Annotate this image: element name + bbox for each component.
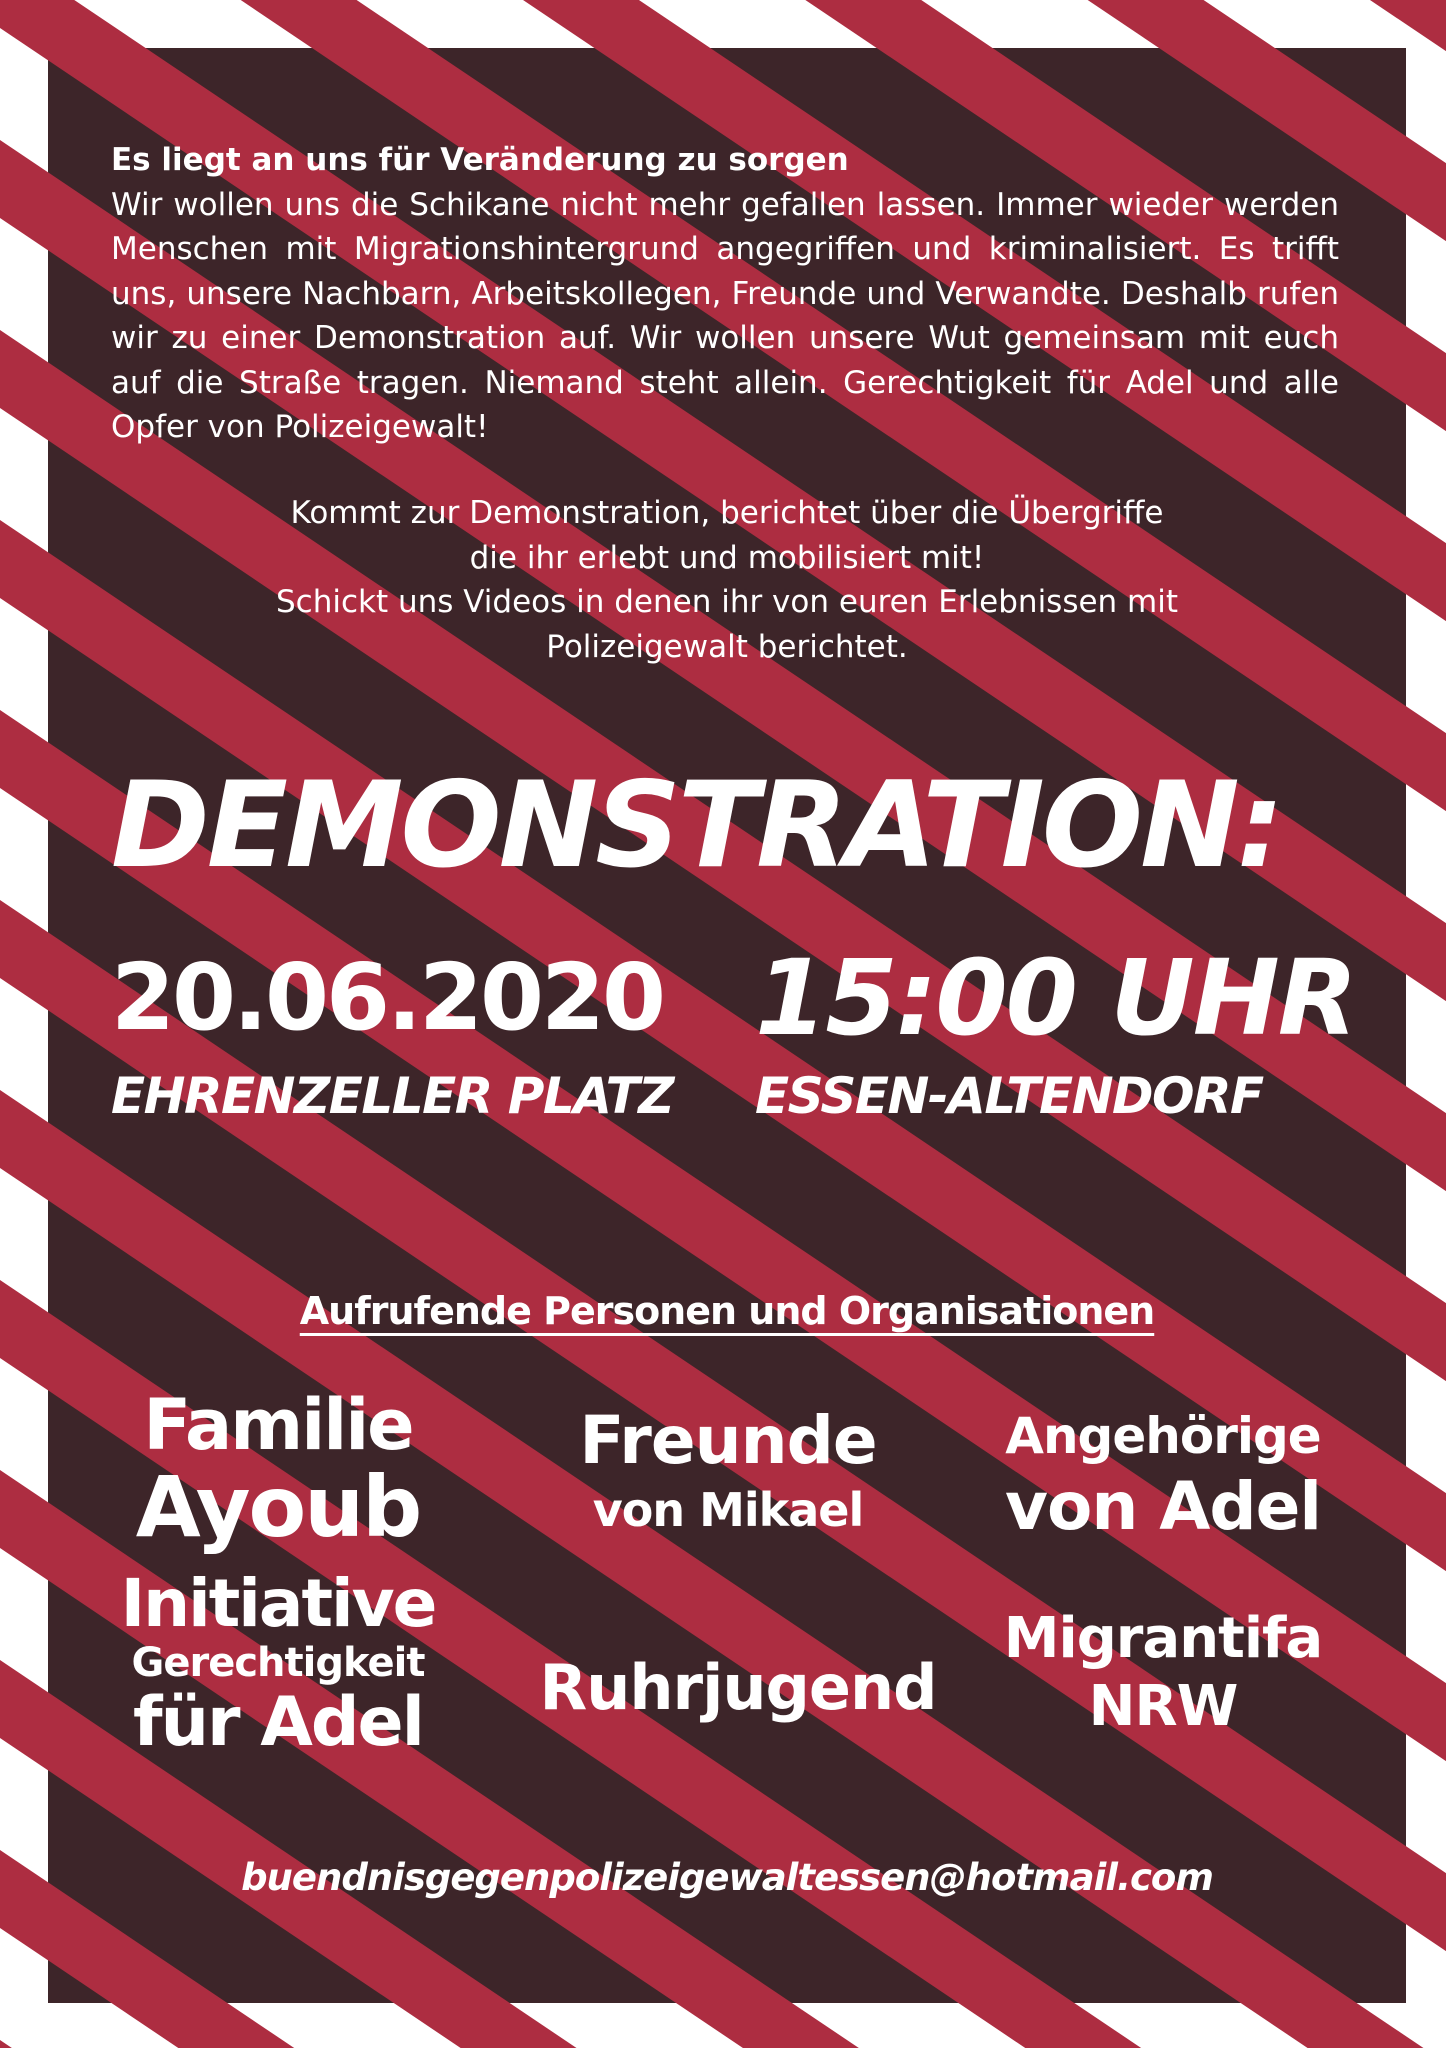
organizer-line: Gerechtigkeit: [131, 1640, 425, 1686]
organizer-familie-ayoub: [98, 1384, 458, 1556]
organizer-ruhrjugend: [518, 1648, 958, 1728]
organizer-migrantifa-nrw: [953, 1604, 1373, 1740]
organizer-line: von Adel: [1004, 1468, 1322, 1545]
callout-section: [48, 491, 1406, 669]
organizer-line: für Adel: [133, 1683, 423, 1762]
event-date: 20.06.2020: [111, 944, 664, 1051]
organizer-line: Initiative: [120, 1565, 436, 1642]
event-district: ESSEN-ALTENDORF: [755, 1067, 1263, 1125]
organizer-freunde-von-mikael: [518, 1403, 938, 1541]
event-headline: DEMONSTRATION:: [111, 757, 1282, 895]
organizer-line: Migrantifa: [1003, 1606, 1323, 1671]
organizer-line: Familie: [143, 1384, 413, 1466]
organizer-line: Freunde: [579, 1402, 877, 1479]
organizer-line: Angehörige: [1005, 1407, 1321, 1465]
organizer-initiative-gerechtigkeit: [98, 1565, 458, 1762]
callout-line: Kommt zur Demonstration, berichtet über die Übergriffe: [290, 495, 1164, 531]
poster-panel: [48, 48, 1406, 2003]
organizers-heading: Aufrufende Personen und Organisationen: [299, 1289, 1155, 1333]
intro-heading: Es liegt an uns für Veränderung zu sorgen: [111, 142, 849, 178]
organizer-angehoerige-von-adel: [953, 1403, 1373, 1545]
callout-line: Polizeigewalt berichtet.: [546, 628, 908, 665]
event-venue: EHRENZELLER PLATZ: [111, 1067, 673, 1125]
event-time: 15:00 UHR: [755, 937, 1356, 1059]
intro-body: Wir wollen uns die Schikane nicht mehr gefallen lassen. Immer wieder werden Menschen mit Migrationshintergrund angegriffen und kriminalisiert. Es trifft uns, unsere Nachbarn, Arbeitskollegen, Freunde und Verwandte. Deshalb rufen wir zu einer Demonstration auf. Wir wollen unsere Wut gemeinsam mit euch auf die Straße tragen. Niemand steht allein. Gerechtigkeit für Adel und alle Opfer von Polizeigewalt!: [111, 186, 1339, 445]
callout-line: Schickt uns Videos in denen ihr von euren Erlebnissen mit: [275, 584, 1179, 620]
organizer-line: Ruhrjugend: [539, 1651, 937, 1724]
organizer-line: von Mikael: [592, 1483, 864, 1537]
intro-section: [111, 138, 1339, 450]
callout-line: die ihr erlebt und mobilisiert mit!: [469, 539, 985, 576]
organizer-line: Ayoub: [135, 1458, 421, 1556]
organizer-line: NRW: [1088, 1674, 1238, 1739]
contact-email[interactable]: buendnisgegenpolizeigewaltessen@hotmail.com: [241, 1856, 1213, 1899]
